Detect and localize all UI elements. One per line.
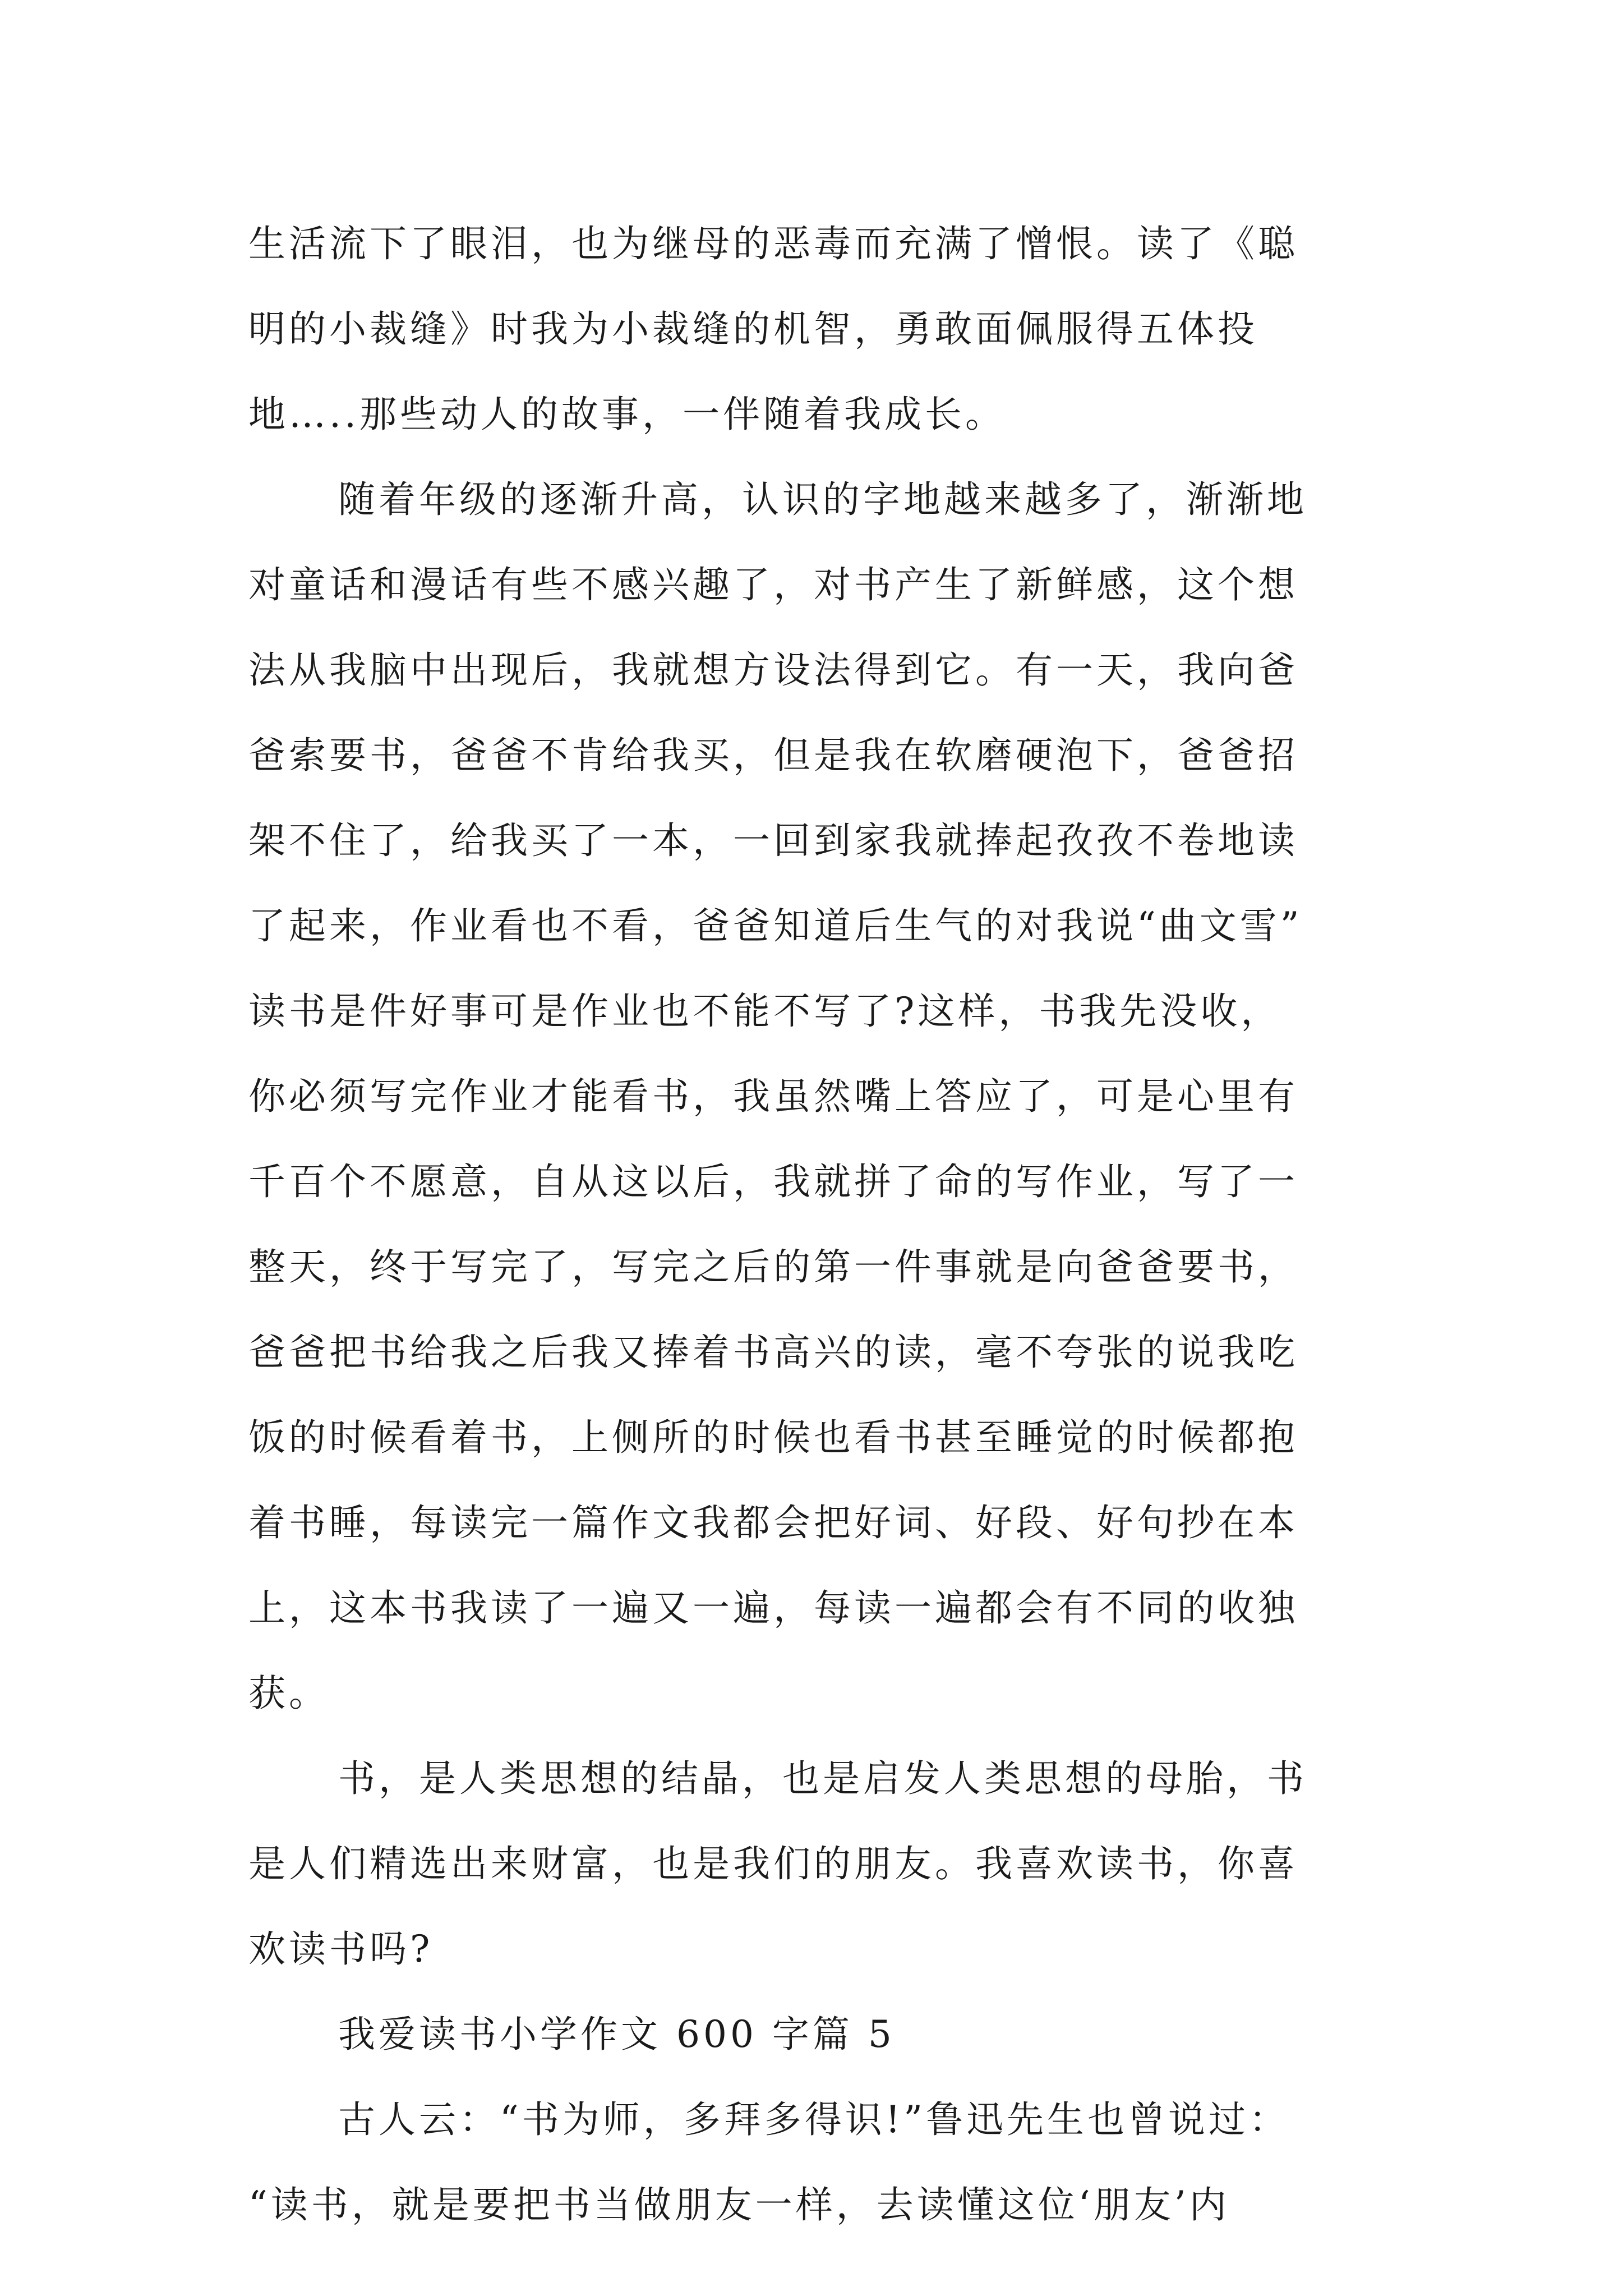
text-line: 法从我脑中出现后，我就想方设法得到它。有一天，我向爸 — [248, 648, 1298, 692]
text-line: 你必须写完作业才能看书，我虽然嘴上答应了，可是心里有 — [248, 1075, 1298, 1118]
text-line: 爸爸把书给我之后我又捧着书高兴的读，毫不夸张的说我吃 — [248, 1331, 1298, 1374]
text-line: 上，这本书我读了一遍又一遍，每读一遍都会有不同的收独 — [248, 1586, 1298, 1630]
paragraph-first-line: 古人云：“书为师，多拜多得识!”鲁迅先生也曾说过： — [338, 2098, 1290, 2141]
text-line: “读书，就是要把书当做朋友一样，去读懂这位‘朋友’内 — [248, 2183, 1230, 2226]
text-line: 地…..那些动人的故事，一伴随着我成长。 — [248, 393, 1006, 436]
text-line: 千百个不愿意，自从这以后，我就拼了命的写作业，写了一 — [248, 1160, 1298, 1203]
text-line: 读书是件好事可是作业也不能不写了?这样，书我先没收， — [248, 990, 1281, 1033]
text-line: 生活流下了眼泪，也为继母的恶毒而充满了憎恨。读了《聪 — [248, 222, 1298, 265]
paragraph-first-line: 随着年级的逐渐升高，认识的字地越来越多了，渐渐地 — [338, 478, 1307, 521]
text-line: 饭的时候看着书，上侧所的时候也看书甚至睡觉的时候都抱 — [248, 1416, 1298, 1459]
paragraph-first-line: 我爱读书小学作文 600 字篇 5 — [338, 2013, 895, 2056]
text-line: 对童话和漫话有些不感兴趣了，对书产生了新鲜感，这个想 — [248, 563, 1298, 606]
text-line: 了起来，作业看也不看，爸爸知道后生气的对我说“曲文雪” — [248, 904, 1303, 947]
text-line: 是人们精选出来财富，也是我们的朋友。我喜欢读书，你喜 — [248, 1842, 1298, 1885]
text-line: 着书睡，每读完一篇作文我都会把好词、好段、好句抄在本 — [248, 1501, 1298, 1544]
paragraph-first-line: 书，是人类思想的结晶，也是启发人类思想的母胎，书 — [338, 1757, 1307, 1800]
text-line: 欢读书吗? — [248, 1927, 434, 1971]
text-line: 整天，终于写完了，写完之后的第一件事就是向爸爸要书， — [248, 1245, 1298, 1289]
text-line: 获。 — [248, 1672, 329, 1715]
text-line: 爸索要书，爸爸不肯给我买，但是我在软磨硬泡下，爸爸招 — [248, 734, 1298, 777]
text-line: 明的小裁缝》时我为小裁缝的机智，勇敢面佩服得五体投 — [248, 307, 1258, 351]
text-line: 架不住了，给我买了一本，一回到家我就捧起孜孜不卷地读 — [248, 819, 1298, 862]
